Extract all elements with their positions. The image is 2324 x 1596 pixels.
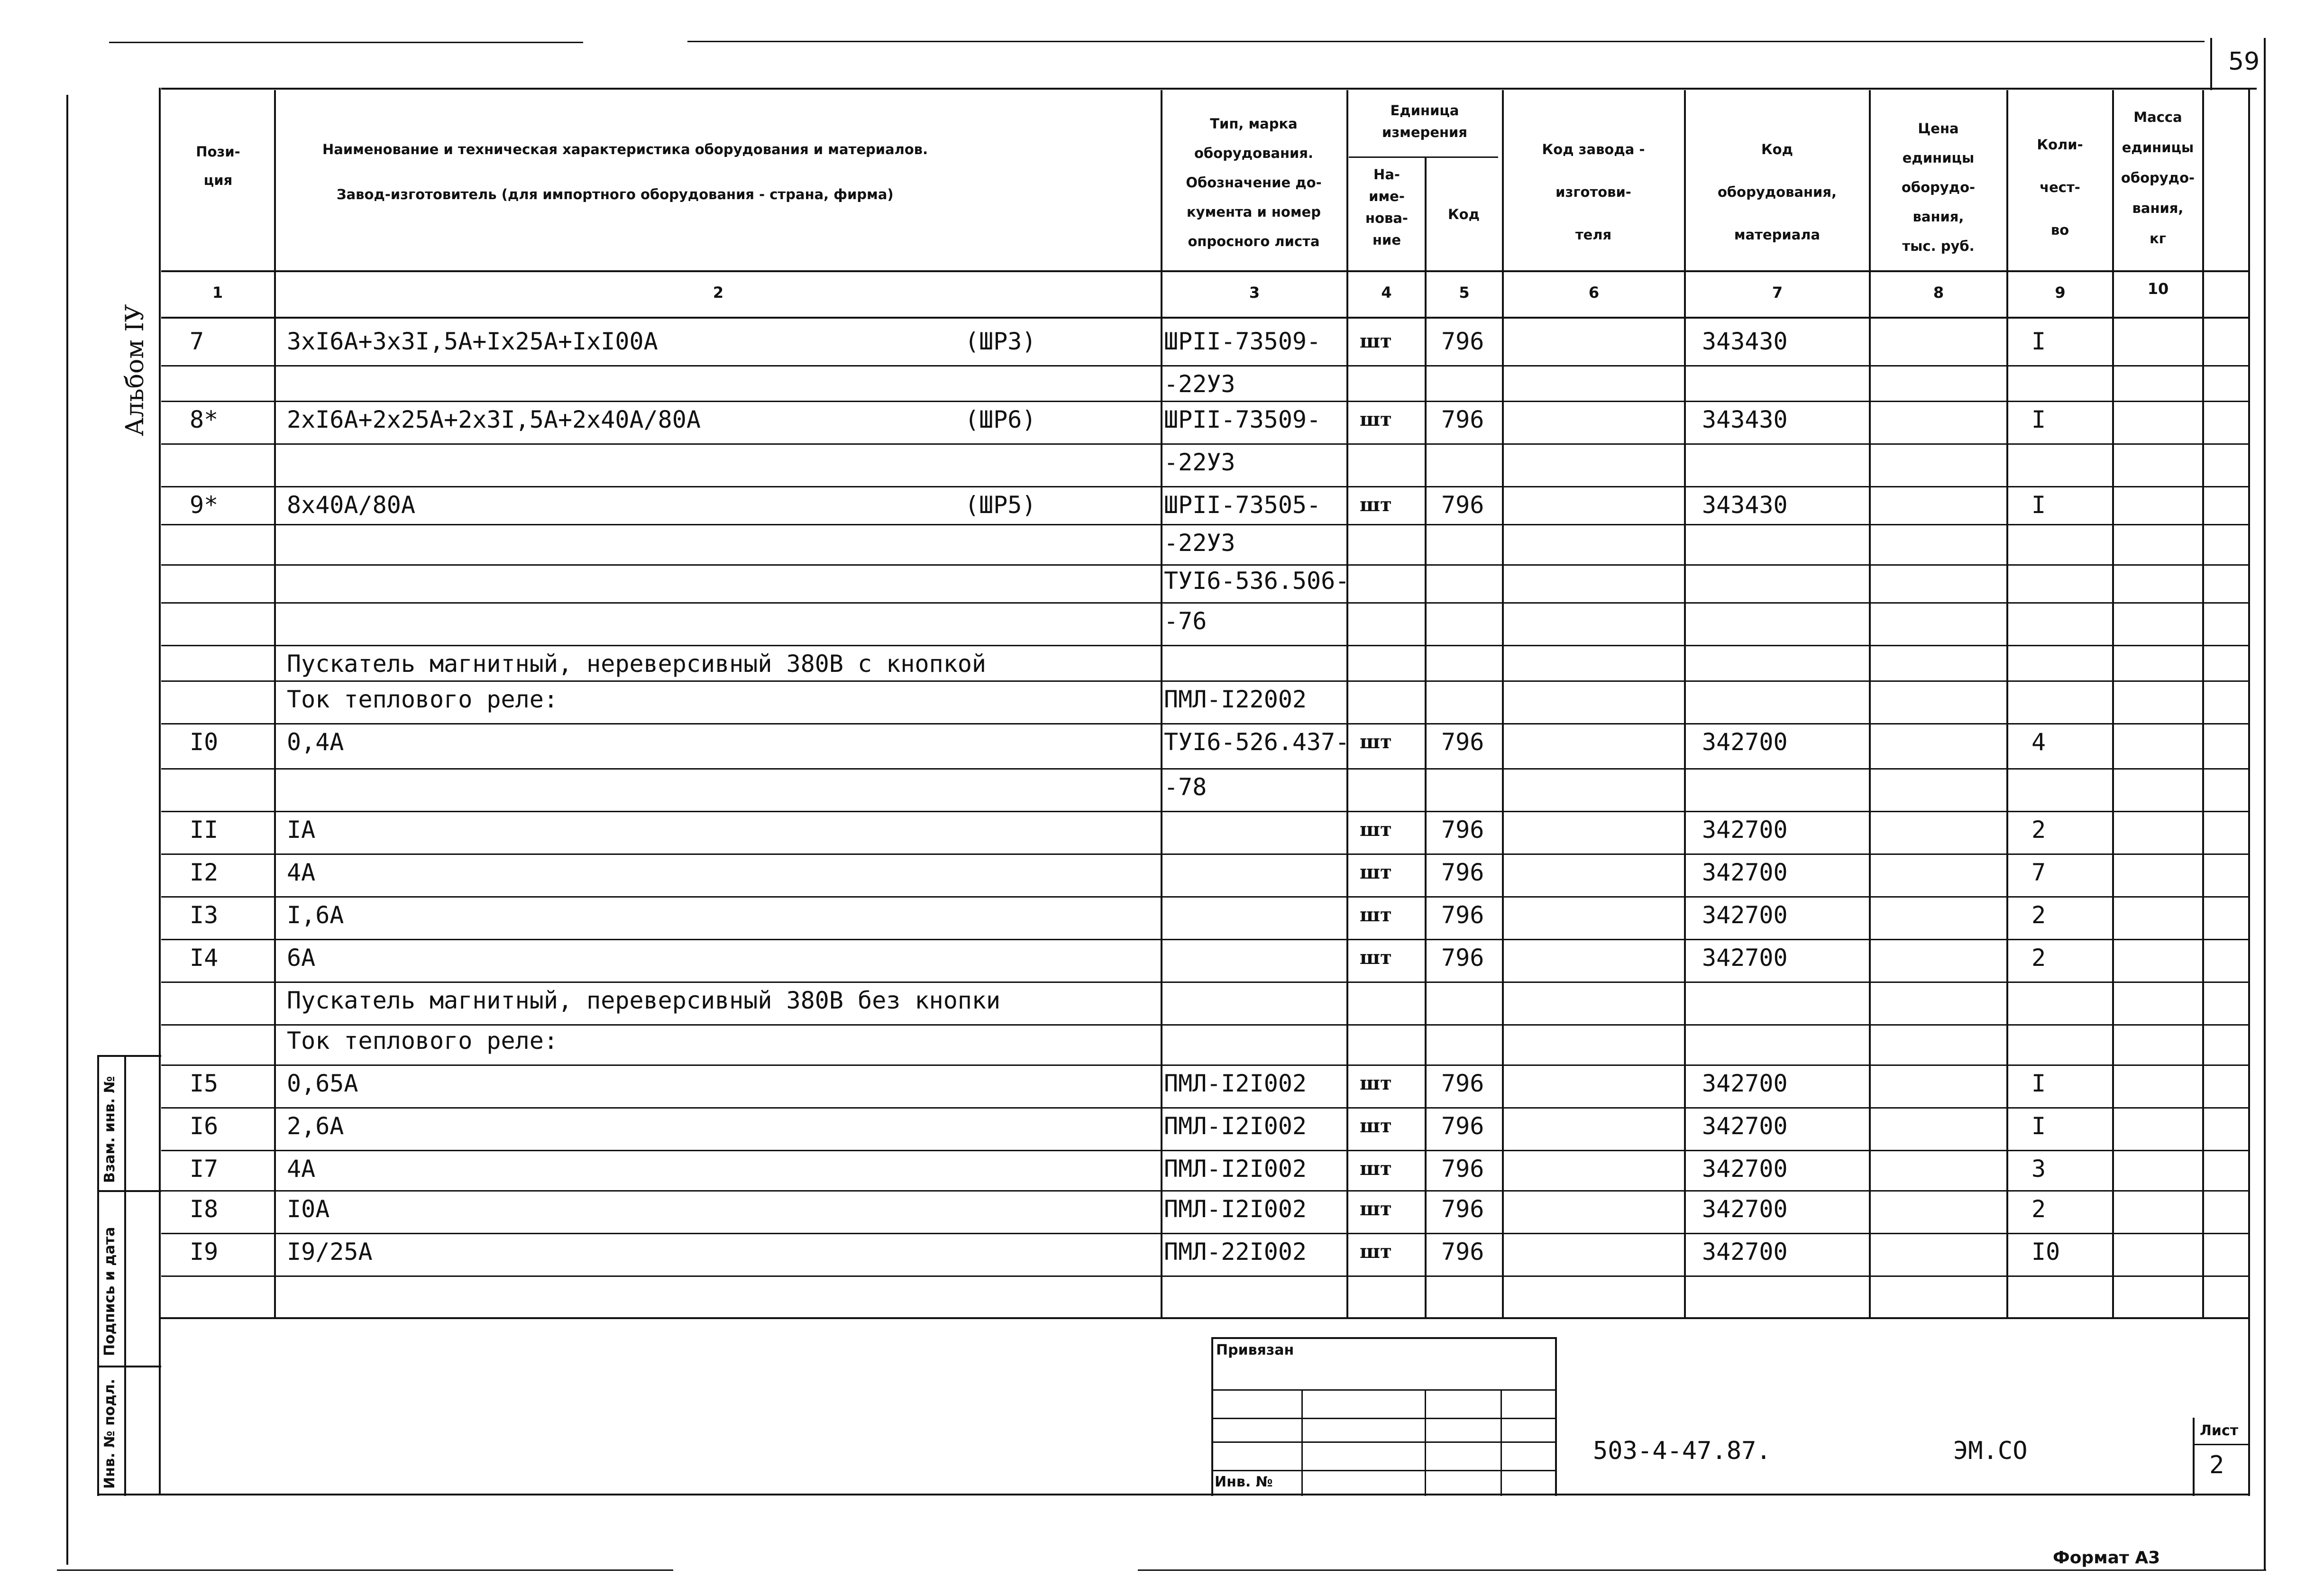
row-separator: [161, 853, 2250, 855]
cell-pos: I8: [190, 1195, 219, 1223]
cell-type: -22У3: [1164, 529, 1235, 557]
row-separator: [161, 939, 2250, 940]
cell-equipment-code: 342700: [1702, 859, 1788, 886]
cell-unit-code: 796: [1441, 816, 1484, 844]
cell-equipment-code: 342700: [1702, 1238, 1788, 1266]
cell-quantity: I: [2031, 491, 2046, 519]
cell-pos: 8*: [190, 406, 219, 433]
cell-unit: шт: [1360, 904, 1392, 926]
cell-quantity: 7: [2031, 859, 2046, 886]
row-separator: [161, 1150, 2250, 1151]
row-separator: [161, 723, 2250, 725]
header-price: Цена единицы оборудо- вания, тыс. руб.: [1901, 120, 1976, 254]
colnum-4: 4: [1381, 284, 1392, 302]
cell-quantity: I: [2031, 1070, 2046, 1097]
cell-pos: I7: [190, 1155, 219, 1183]
cell-quantity: I: [2031, 328, 2046, 355]
doc-mark: ЭМ.СО: [1953, 1437, 2028, 1465]
cell-unit: шт: [1360, 1157, 1392, 1180]
cell-pos: 7: [190, 328, 204, 355]
row-separator: [161, 602, 2250, 604]
row-separator: [161, 524, 2250, 525]
cell-name: I,6A: [287, 901, 344, 929]
cell-name: I9/25A: [287, 1238, 373, 1266]
cell-name: Пускатель магнитный, нереверсивный 380В с кнопкой: [287, 650, 987, 678]
cell-pos: 9*: [190, 491, 219, 519]
header-unit-name: На- име- нова- ние: [1365, 166, 1408, 248]
cell-equipment-code: 342700: [1702, 1195, 1788, 1223]
cell-unit: шт: [1360, 408, 1392, 431]
colnum-6: 6: [1588, 284, 1600, 302]
header-name-line2: Завод-изготовитель (для импортного оборудования - страна, фирма): [337, 186, 894, 202]
colnum-10: 10: [2147, 280, 2169, 298]
cell-type: ТУI6-526.437-: [1164, 728, 1350, 756]
cell-quantity: I: [2031, 406, 2046, 433]
header-name-line1: Наименование и техническая характеристика оборудования и материалов.: [322, 141, 928, 157]
colnum-8: 8: [1933, 284, 1944, 302]
cell-type: -76: [1164, 607, 1207, 635]
doc-code: 503-4-47.87.: [1593, 1437, 1771, 1465]
sheet-label: Лист: [2200, 1422, 2239, 1439]
cell-unit: шт: [1360, 1198, 1392, 1220]
cell-unit-code: 796: [1441, 491, 1484, 519]
cell-quantity: I0: [2031, 1238, 2060, 1266]
cell-unit-code: 796: [1441, 1155, 1484, 1183]
cell-type: -78: [1164, 773, 1207, 801]
cell-equipment-code: 343430: [1702, 491, 1788, 519]
colnum-3: 3: [1249, 284, 1260, 302]
cell-equipment-code: 342700: [1702, 1112, 1788, 1140]
cell-type: -22У3: [1164, 370, 1235, 398]
colnum-7: 7: [1772, 284, 1783, 302]
cell-equipment-code: 342700: [1702, 1155, 1788, 1183]
cell-pos: I3: [190, 901, 219, 929]
cell-pos: I6: [190, 1112, 219, 1140]
cell-unit: шт: [1360, 1240, 1392, 1263]
page-number: 59: [2228, 47, 2260, 76]
cell-unit-code: 796: [1441, 1238, 1484, 1266]
cell-quantity: 4: [2031, 728, 2046, 756]
header-equipment-code: Код оборудования, материала: [1717, 141, 1837, 243]
cell-equipment-code: 342700: [1702, 816, 1788, 844]
cell-equipment-code: 342700: [1702, 728, 1788, 756]
cell-quantity: 2: [2031, 944, 2046, 972]
cell-equipment-code: 342700: [1702, 944, 1788, 972]
header-factory-code: Код завода - изготови- теля: [1542, 141, 1645, 243]
row-separator: [161, 564, 2250, 566]
cell-unit: шт: [1360, 330, 1392, 352]
colnum-1: 1: [212, 284, 223, 302]
cell-type: -22У3: [1164, 449, 1235, 476]
cell-type: ШРII-73509-: [1164, 406, 1321, 433]
row-separator: [161, 981, 2250, 983]
cell-mark: (ШР3): [965, 328, 1036, 355]
header-quantity: Коли- чест- во: [2037, 137, 2083, 238]
cell-quantity: 2: [2031, 816, 2046, 844]
cell-name: Ток теплового реле:: [287, 1027, 558, 1055]
cell-type: ПМЛ-I2I002: [1164, 1155, 1307, 1183]
cell-name: 8x40A/80A: [287, 491, 415, 519]
row-separator: [161, 1275, 2250, 1277]
cell-unit-code: 796: [1441, 901, 1484, 929]
format-label: Формат А3: [2053, 1548, 2160, 1568]
cell-pos: I4: [190, 944, 219, 972]
cell-type: ПМЛ-22I002: [1164, 1238, 1307, 1266]
header-unit-group: Единица измерения: [1382, 102, 1467, 140]
cell-unit: шт: [1360, 946, 1392, 969]
row-separator: [161, 768, 2250, 770]
header-mass: Масса единицы оборудо- вания, кг: [2121, 109, 2195, 247]
header-type: Тип, марка оборудования. Обозначение до- кумента и номер опросного листа: [1186, 116, 1322, 249]
privyazan-label: Привязан: [1216, 1342, 1294, 1358]
cell-type: ПМЛ-I2I002: [1164, 1070, 1307, 1097]
colnum-2: 2: [713, 284, 724, 302]
row-separator: [161, 443, 2250, 445]
cell-unit: шт: [1360, 1072, 1392, 1094]
cell-quantity: 3: [2031, 1155, 2046, 1183]
inv-no-label: Инв. №: [1215, 1474, 1273, 1490]
cell-name: 0,4A: [287, 728, 344, 756]
cell-unit-code: 796: [1441, 1195, 1484, 1223]
cell-name: IA: [287, 816, 316, 844]
row-separator: [161, 1107, 2250, 1109]
side-stamp-podpis: Подпись и дата: [101, 1227, 118, 1356]
cell-pos: I0: [190, 728, 219, 756]
cell-unit-code: 796: [1441, 1112, 1484, 1140]
row-separator: [161, 680, 2250, 682]
cell-unit-code: 796: [1441, 406, 1484, 433]
cell-equipment-code: 343430: [1702, 406, 1788, 433]
cell-type: ПМЛ-I2I002: [1164, 1112, 1307, 1140]
side-stamp-vzam: Взам. инв. №: [101, 1076, 118, 1183]
row-separator: [161, 896, 2250, 898]
cell-pos: I2: [190, 859, 219, 886]
colnum-9: 9: [2055, 284, 2066, 302]
cell-unit: шт: [1360, 731, 1392, 753]
cell-name: Пускатель магнитный, переверсивный 380В без кнопки: [287, 987, 1001, 1014]
cell-name: 4A: [287, 859, 316, 886]
cell-type: ПМЛ-I2I002: [1164, 1195, 1307, 1223]
cell-unit: шт: [1360, 861, 1392, 883]
cell-name: 2xI6A+2x25A+2x3I,5A+2x40A/80A: [287, 406, 701, 433]
cell-unit: шт: [1360, 494, 1392, 516]
row-separator: [161, 401, 2250, 402]
row-separator: [161, 1064, 2250, 1066]
sheet-number: 2: [2209, 1451, 2224, 1479]
cell-quantity: 2: [2031, 1195, 2046, 1223]
cell-unit-code: 796: [1441, 1070, 1484, 1097]
colnum-5: 5: [1459, 284, 1470, 302]
cell-unit-code: 796: [1441, 328, 1484, 355]
header-unit-code: Код: [1447, 206, 1480, 222]
row-separator: [161, 811, 2250, 812]
header-position: Пози- ция: [196, 144, 240, 188]
cell-type: ШРII-73505-: [1164, 491, 1321, 519]
row-separator: [161, 1190, 2250, 1192]
cell-name: 3xI6A+3x3I,5A+Ix25A+IxI00A: [287, 328, 658, 355]
row-separator: [161, 1233, 2250, 1234]
cell-name: 4A: [287, 1155, 316, 1183]
cell-unit-code: 796: [1441, 859, 1484, 886]
cell-unit: шт: [1360, 1115, 1392, 1137]
cell-equipment-code: 342700: [1702, 901, 1788, 929]
cell-unit: шт: [1360, 818, 1392, 841]
row-separator: [161, 645, 2250, 646]
cell-equipment-code: 342700: [1702, 1070, 1788, 1097]
cell-unit-code: 796: [1441, 944, 1484, 972]
cell-pos: I9: [190, 1238, 219, 1266]
cell-mark: (ШР5): [965, 491, 1036, 519]
row-separator: [161, 1024, 2250, 1026]
cell-unit-code: 796: [1441, 728, 1484, 756]
album-label: Альбом IУ: [121, 304, 149, 436]
cell-name: Ток теплового реле:: [287, 686, 558, 713]
row-separator: [161, 365, 2250, 367]
cell-equipment-code: 343430: [1702, 328, 1788, 355]
cell-name: 2,6A: [287, 1112, 344, 1140]
cell-quantity: I: [2031, 1112, 2046, 1140]
cell-type: ШРII-73509-: [1164, 328, 1321, 355]
row-separator: [161, 486, 2250, 487]
cell-name: I0A: [287, 1195, 330, 1223]
cell-quantity: 2: [2031, 901, 2046, 929]
cell-pos: II: [190, 816, 219, 844]
cell-name: 6A: [287, 944, 316, 972]
cell-type: ПМЛ-I22002: [1164, 686, 1307, 713]
cell-name: 0,65A: [287, 1070, 358, 1097]
cell-type: ТУI6-536.506-: [1164, 567, 1350, 595]
cell-mark: (ШР6): [965, 406, 1036, 433]
side-stamp-inv-podl: Инв. № подл.: [101, 1378, 118, 1489]
cell-pos: I5: [190, 1070, 219, 1097]
